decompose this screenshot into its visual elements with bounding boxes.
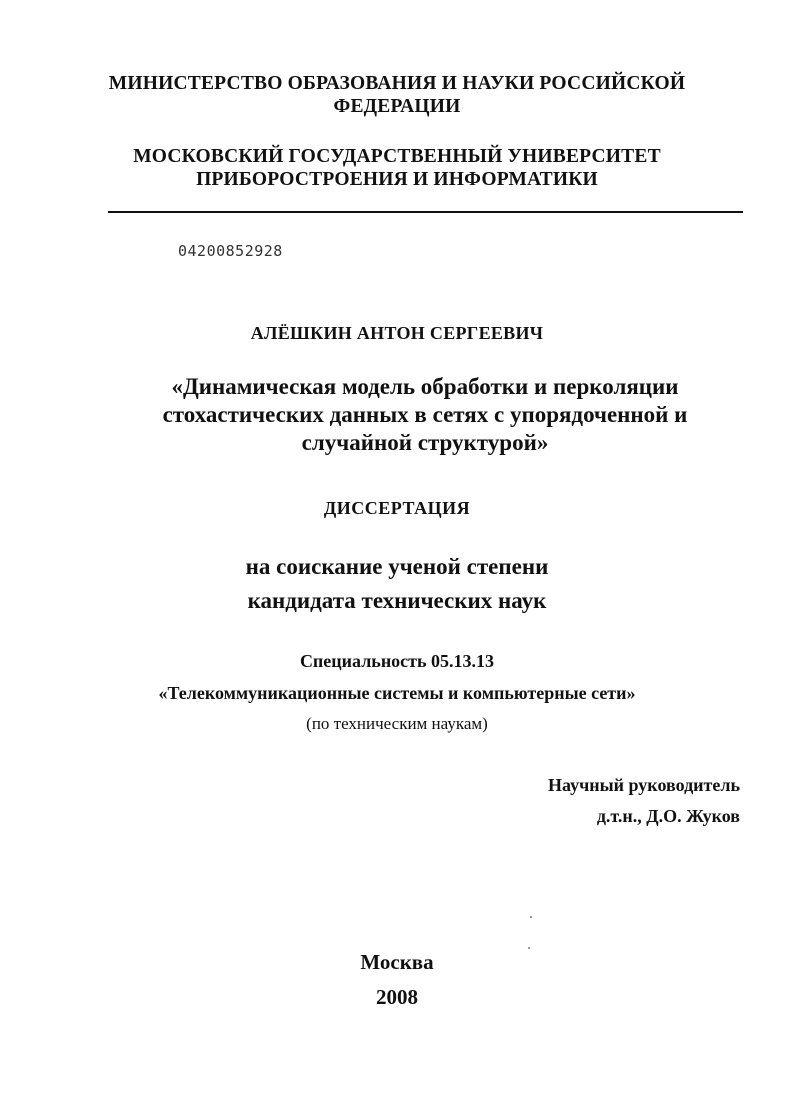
university-line-1: МОСКОВСКИЙ ГОСУДАРСТВЕННЫЙ УНИВЕРСИТЕТ xyxy=(133,146,661,167)
ministry-heading xyxy=(0,72,794,118)
scan-speck xyxy=(530,916,532,918)
author-name: АЛЁШКИН АНТОН СЕРГЕЕВИЧ xyxy=(250,323,544,343)
degree-statement xyxy=(0,550,794,618)
year: 2008 xyxy=(376,985,418,1009)
specialty-code: Специальность 05.13.13 xyxy=(299,651,495,671)
title-line-3: случайной структурой» xyxy=(301,430,549,455)
title-line-2: стохастических данных в сетях с упорядоченной и xyxy=(162,402,688,427)
specialty-note: (по техническим наукам) xyxy=(306,714,488,733)
university-heading xyxy=(0,145,794,191)
university-line-2: ПРИБОРОСТРОЕНИЯ И ИНФОРМАТИКИ xyxy=(196,169,598,190)
scan-speck xyxy=(528,947,530,949)
degree-line-1: на соискание ученой степени xyxy=(245,554,549,579)
library-stamp-number: 04200852928 xyxy=(178,242,283,260)
supervisor-name: д.т.н., Д.О. Жуков xyxy=(596,806,740,826)
title-line-1: «Динамическая модель обработки и перколяции xyxy=(171,374,679,399)
supervisor-label: Научный руководитель xyxy=(548,775,740,795)
degree-line-2: кандидата технических наук xyxy=(247,588,547,613)
header-divider xyxy=(108,211,743,213)
ministry-line-2: ФЕДЕРАЦИИ xyxy=(333,96,461,117)
document-type: ДИССЕРТАЦИЯ xyxy=(323,498,471,518)
specialty-name: «Телекоммуникационные системы и компьютерные сети» xyxy=(158,683,636,703)
city: Москва xyxy=(360,950,434,974)
dissertation-title xyxy=(100,373,750,457)
ministry-line-1: МИНИСТЕРСТВО ОБРАЗОВАНИЯ И НАУКИ РОССИЙСКОЙ xyxy=(108,73,686,94)
